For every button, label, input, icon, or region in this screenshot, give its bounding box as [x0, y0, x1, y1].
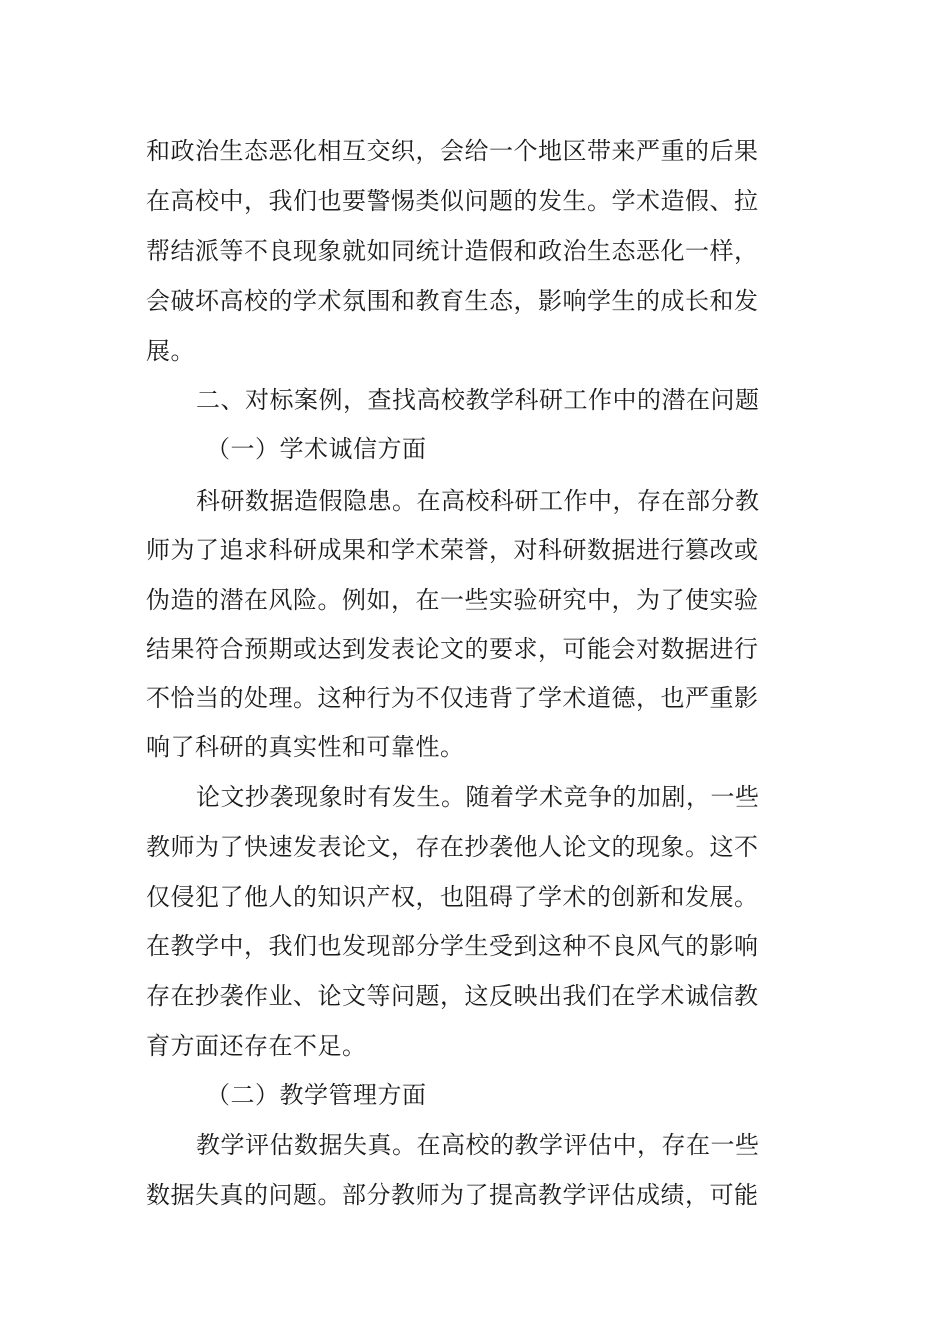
paragraph-line: 在教学中，我们也发现部分学生受到这种不良风气的影响	[146, 932, 759, 960]
paragraph-line: 论文抄袭现象时有发生。随着学术竞争的加剧，一些	[196, 783, 760, 811]
paragraph-line: 不恰当的处理。这种行为不仅违背了学术道德，也严重影	[146, 684, 759, 712]
paragraph-line: 教师为了快速发表论文，存在抄袭他人论文的现象。这不	[146, 833, 759, 861]
subsection-heading: （二）教学管理方面	[206, 1081, 427, 1109]
paragraph-line: 数据失真的问题。部分教师为了提高教学评估成绩，可能	[146, 1181, 759, 1209]
paragraph-line: 帮结派等不良现象就如同统计造假和政治生态恶化一样，	[146, 237, 759, 265]
paragraph-line: 会破坏高校的学术氛围和教育生态，影响学生的成长和发	[146, 287, 759, 315]
paragraph-line: 科研数据造假隐患。在高校科研工作中，存在部分教	[196, 487, 760, 515]
paragraph-line: 教学评估数据失真。在高校的教学评估中，存在一些	[196, 1131, 760, 1159]
subsection-heading: （一）学术诚信方面	[206, 435, 427, 463]
paragraph-line: 结果符合预期或达到发表论文的要求，可能会对数据进行	[146, 635, 759, 663]
paragraph-line: 育方面还存在不足。	[146, 1032, 367, 1060]
paragraph-line: 伪造的潜在风险。例如，在一些实验研究中，为了使实验	[146, 586, 759, 614]
paragraph-line: 存在抄袭作业、论文等问题，这反映出我们在学术诚信教	[146, 982, 759, 1010]
paragraph-line: 仅侵犯了他人的知识产权，也阻碍了学术的创新和发展。	[146, 883, 759, 911]
paragraph-line: 展。	[146, 337, 195, 365]
paragraph-line: 响了科研的真实性和可靠性。	[146, 733, 465, 761]
paragraph-line: 和政治生态恶化相互交织，会给一个地区带来严重的后果	[146, 137, 759, 165]
section-heading: 二、对标案例，查找高校教学科研工作中的潜在问题	[196, 386, 760, 414]
paragraph-line: 师为了追求科研成果和学术荣誉，对科研数据进行篡改或	[146, 536, 759, 564]
paragraph-line: 在高校中，我们也要警惕类似问题的发生。学术造假、拉	[146, 187, 759, 215]
